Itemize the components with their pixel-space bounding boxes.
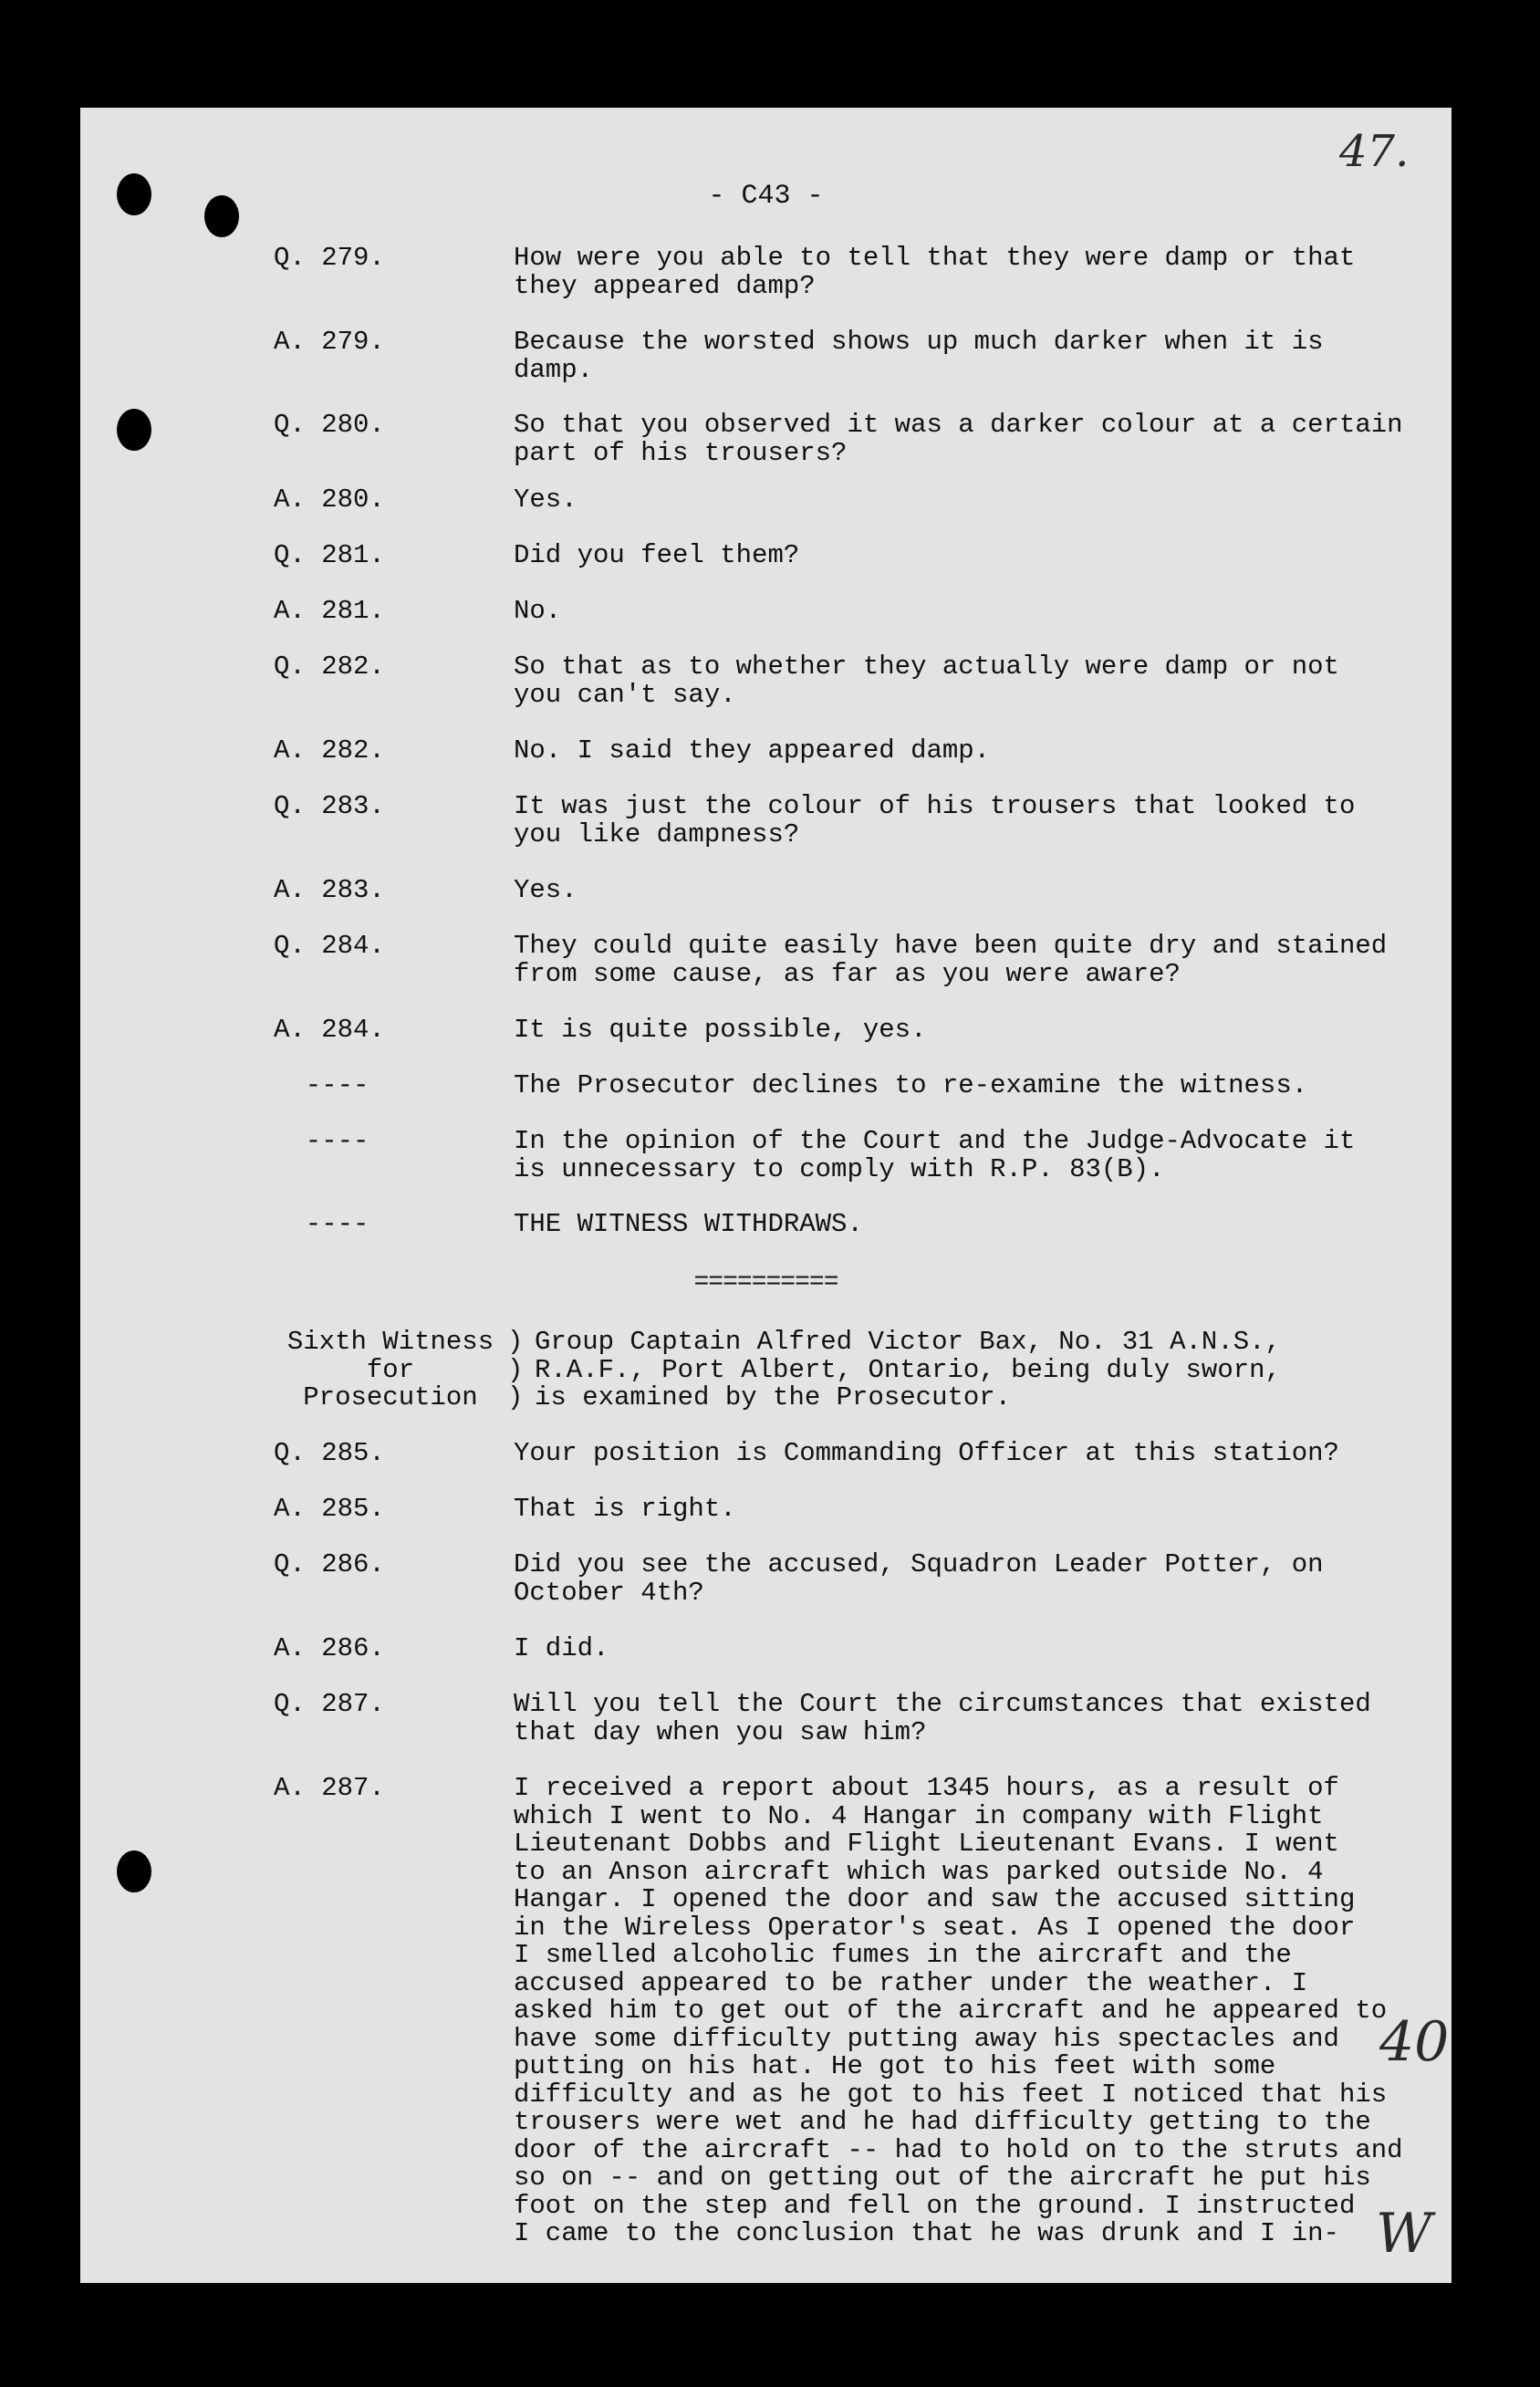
- entry-text: It was just the colour of his trousers that looked to you like dampness?: [514, 791, 1356, 850]
- testimony-entry: [274, 1128, 1441, 1183]
- testimony-entry: [274, 1635, 1441, 1663]
- testimony-entry: [274, 793, 1441, 849]
- testimony-entry: [274, 877, 1441, 905]
- testimony-entry: [274, 1496, 1441, 1524]
- punch-hole-3: [117, 409, 151, 451]
- testimony-entry: [274, 1691, 1441, 1746]
- entry-label: A. 286.: [274, 1633, 385, 1663]
- bracket: ): [507, 1354, 524, 1385]
- testimony-entry: [274, 1072, 1441, 1100]
- handwritten-margin-number: 40: [1379, 2010, 1450, 2074]
- entry-label: Q. 287.: [274, 1689, 385, 1719]
- entry-text: So that as to whether they actually were damp or not you can't say.: [514, 651, 1339, 710]
- witness-brackets: [507, 1329, 523, 1412]
- entry-text: No. I said they appeared damp.: [514, 735, 991, 766]
- entry-label: Q. 281.: [274, 540, 385, 570]
- entry-text: The Prosecutor declines to re-examine the witness.: [514, 1070, 1308, 1100]
- entry-text: Yes.: [514, 485, 578, 515]
- testimony-entry: [274, 1775, 1441, 2248]
- entry-text: I did.: [514, 1633, 609, 1663]
- entry-label: Q. 279.: [274, 243, 385, 273]
- page-number: - C43 -: [708, 181, 824, 212]
- entry-label: A. 283.: [274, 875, 385, 905]
- section-separator: ==========: [693, 1268, 838, 1297]
- entry-label: A. 279.: [274, 327, 385, 357]
- entry-text: Did you feel them?: [514, 540, 800, 570]
- entry-label: Q. 280.: [274, 410, 385, 440]
- entry-label: A. 282.: [274, 735, 385, 766]
- entry-label: A. 284.: [274, 1015, 385, 1045]
- entry-label: Q. 283.: [274, 791, 385, 821]
- handwritten-corner-number: 47.: [1339, 126, 1410, 177]
- entry-text: Will you tell the Court the circumstances that existed that day when you saw him?: [514, 1689, 1371, 1747]
- entry-label: Q. 284.: [274, 931, 385, 961]
- testimony-entry: [274, 542, 1441, 570]
- entry-text: It is quite possible, yes.: [514, 1015, 927, 1045]
- testimony-entry: [274, 653, 1441, 709]
- entry-text: I received a report about 1345 hours, as a result of which I went to No. 4 Hangar in company with Flight Lieutenant Dobbs and Flight Lieutenant Evans. I went to an Anson aircraft which was parked outside No. 4 Hangar. I opened the door and saw the accused sitting in the Wireless Operator's seat. As I opened the door I smelled alcoholic fumes in the aircraft and the accused appeared to be rather under the weather. I asked him to get out of the aircraft and he appeared to have some difficulty putting away his spectacles and putting on his hat. He got to his feet with some difficulty and as he got to his feet I noticed that his trousers were wet and he had difficulty getting to the door of the aircraft -- had to hold on to the struts and so on -- and on getting out of the aircraft he put his foot on the step and fell on the ground. I instructed I came to the conclusion that he was drunk and I in-: [514, 1773, 1403, 2248]
- witness-details: [535, 1329, 1281, 1412]
- entry-text: They could quite easily have been quite dry and stained from some cause, as far as you were aware?: [514, 931, 1388, 989]
- testimony-entry: [274, 1016, 1441, 1045]
- entry-text: Because the worsted shows up much darker when it is damp.: [514, 327, 1324, 385]
- bracket: ): [507, 1327, 524, 1357]
- entry-label: A. 287.: [274, 1773, 385, 1803]
- testimony-entry: [274, 1551, 1441, 1607]
- witness-label-line: Sixth Witness: [286, 1327, 494, 1357]
- witness-details-line: R.A.F., Port Albert, Ontario, being duly sworn,: [535, 1354, 1281, 1385]
- entry-text: That is right.: [514, 1494, 736, 1524]
- punch-hole-4: [117, 1850, 151, 1892]
- witness-label-line: for: [366, 1354, 415, 1385]
- document-page: [80, 108, 1452, 2283]
- entry-label: Q. 286.: [274, 1549, 385, 1579]
- testimony-entry: [274, 245, 1441, 300]
- entry-label: Q. 285.: [274, 1438, 385, 1468]
- entry-label: ----: [274, 1126, 369, 1156]
- testimony-entry: [274, 486, 1441, 515]
- entry-text: THE WITNESS WITHDRAWS.: [514, 1209, 863, 1239]
- witness-details-line: is examined by the Prosecutor.: [535, 1382, 1012, 1412]
- entry-text: In the opinion of the Court and the Judge-Advocate it is unnecessary to comply with R.P. 83(B).: [514, 1126, 1356, 1184]
- testimony-entry: [274, 1440, 1441, 1468]
- witness-details-line: Group Captain Alfred Victor Bax, No. 31 A.N.S.,: [535, 1327, 1281, 1357]
- testimony-entry: [274, 328, 1441, 384]
- entry-text: Yes.: [514, 875, 578, 905]
- entry-text: How were you able to tell that they were damp or that they appeared damp?: [514, 243, 1356, 301]
- entry-label: Q. 282.: [274, 651, 385, 682]
- bracket: ): [507, 1382, 524, 1412]
- testimony-entry: [274, 933, 1441, 988]
- entry-text: Did you see the accused, Squadron Leader Potter, on October 4th?: [514, 1549, 1324, 1608]
- entry-text: No.: [514, 596, 562, 626]
- witness-label: [281, 1329, 500, 1412]
- testimony-entry: [274, 412, 1441, 467]
- testimony-entry: [274, 1211, 1441, 1239]
- entry-text: So that you observed it was a darker colour at a certain part of his trousers?: [514, 410, 1403, 468]
- witness-label-line: Prosecution: [303, 1382, 478, 1412]
- entry-label: ----: [274, 1209, 369, 1239]
- handwritten-initials: W: [1376, 2202, 1432, 2266]
- entry-label: A. 285.: [274, 1494, 385, 1524]
- entry-label: A. 281.: [274, 596, 385, 626]
- entry-label: ----: [274, 1070, 369, 1100]
- entry-label: A. 280.: [274, 485, 385, 515]
- testimony-entry: [274, 737, 1441, 766]
- entry-text: Your position is Commanding Officer at this station?: [514, 1438, 1339, 1468]
- testimony-entry: [274, 598, 1441, 626]
